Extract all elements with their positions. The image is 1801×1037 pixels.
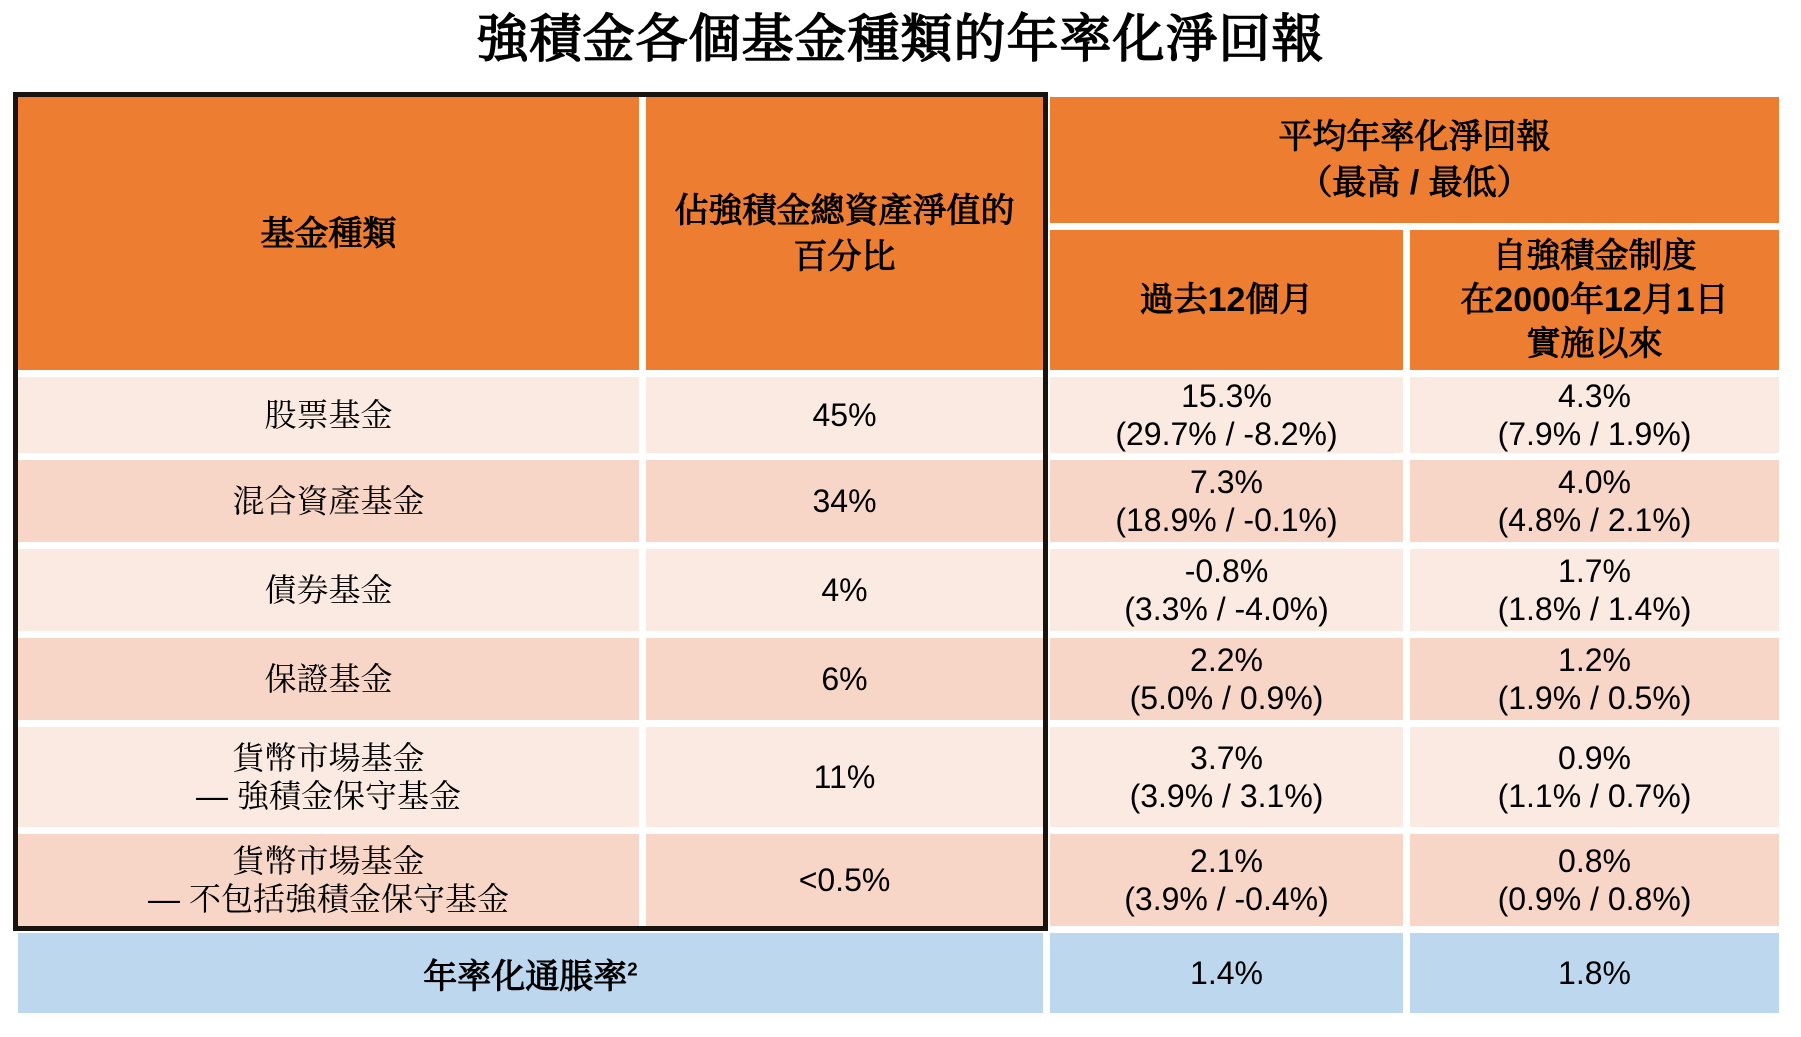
page-title: 強積金各個基金種類的年率化淨回報 [476,11,1325,69]
return-since: 0.9% [1558,740,1631,776]
header-avg-return [1050,97,1779,223]
footer-inflation-label [423,949,637,998]
table-row-cell-12m [1050,834,1403,926]
header-since-line3: 實施以來 [1526,325,1663,363]
return-12m: 15.3% [1181,378,1272,414]
fund-name: 債券基金 [264,572,393,608]
table-row-cell-since [1410,377,1779,453]
table-row-cell-since [1410,638,1779,720]
header-since-inception [1410,230,1779,370]
footer-inflation-12m-cell [1050,933,1403,1013]
return-12m-range: (3.3% / -4.0%) [1124,591,1329,627]
pct-value: <0.5% [798,862,891,898]
return-12m: 7.3% [1190,464,1263,500]
footnote-marker: 2 [627,958,638,980]
pct-value: 6% [821,661,868,697]
return-since: 0.8% [1558,843,1631,879]
fund-name: 貨幣市場基金 [232,843,425,879]
return-since: 4.0% [1558,464,1631,500]
header-pct-nav [646,97,1043,370]
table-row-cell-12m [1050,460,1403,542]
return-12m: 3.7% [1190,740,1263,776]
return-12m-range: (3.9% / 3.1%) [1129,778,1324,814]
footer-inflation-since-cell [1410,933,1779,1013]
table-row-cell-since [1410,834,1779,926]
return-12m: 2.2% [1190,642,1263,678]
table-row-cell-pct [646,549,1043,631]
return-12m-range: (18.9% / -0.1%) [1115,502,1338,538]
table-row-cell-fund-name [18,377,639,453]
table-row-cell-fund-name [18,727,639,827]
table-row-cell-pct [646,638,1043,720]
pct-value: 34% [812,483,877,519]
fund-name: 股票基金 [264,397,393,433]
header-past-12m [1050,230,1403,370]
return-since-range: (0.9% / 0.8%) [1497,881,1692,917]
fund-name: 貨幣市場基金 [232,740,425,776]
table-row-cell-pct [646,834,1043,926]
header-since-line1: 自強積金制度 [1492,237,1697,275]
return-since-range: (1.1% / 0.7%) [1497,778,1692,814]
table-row-cell-pct [646,460,1043,542]
table-row-cell-since [1410,727,1779,827]
table-row-cell-12m [1050,727,1403,827]
header-avg-return-line1: 平均年率化淨回報 [1278,118,1551,156]
return-since: 1.7% [1558,553,1631,589]
fund-name-line2: — 強積金保守基金 [196,778,461,814]
header-since-line2: 在2000年12月1日 [1460,281,1729,319]
return-since-range: (1.8% / 1.4%) [1497,591,1692,627]
header-pct-nav-line1: 佔強積金總資產淨值的 [674,191,1015,230]
footer-inflation-since: 1.8% [1558,954,1631,991]
footer-inflation-12m: 1.4% [1190,954,1263,991]
return-12m-range: (5.0% / 0.9%) [1129,680,1324,716]
table-row-cell-12m [1050,377,1403,453]
return-12m-range: (29.7% / -8.2%) [1115,416,1338,452]
table-row-cell-fund-name [18,638,639,720]
returns-table [18,97,1779,1013]
fund-name: 保證基金 [264,661,393,697]
footer-inflation-text: 年率化通脹率 [423,957,628,996]
header-fund-type-label: 基金種類 [260,214,397,253]
return-since-range: (7.9% / 1.9%) [1497,416,1692,452]
header-past-12m-label: 過去12個月 [1139,281,1314,319]
table-row-cell-fund-name [18,834,639,926]
header-fund-type [18,97,639,370]
table-row-cell-fund-name [18,460,639,542]
pct-value: 45% [812,397,877,433]
return-since-range: (1.9% / 0.5%) [1497,680,1692,716]
pct-value: 11% [813,759,876,795]
pct-value: 4% [821,572,868,608]
header-avg-return-line2: （最高 / 最低） [1298,164,1531,202]
return-12m-range: (3.9% / -0.4%) [1124,881,1329,917]
return-since: 4.3% [1558,378,1631,414]
table-row-cell-fund-name [18,549,639,631]
fund-name: 混合資產基金 [232,483,425,519]
return-since: 1.2% [1558,642,1631,678]
table-row-cell-since [1410,549,1779,631]
fund-name-line2: — 不包括強積金保守基金 [148,881,509,917]
header-pct-nav-line2: 百分比 [793,237,896,276]
table-row-cell-pct [646,727,1043,827]
return-since-range: (4.8% / 2.1%) [1497,502,1692,538]
return-12m: 2.1% [1190,843,1263,879]
footer-inflation-label-cell [18,933,1043,1013]
table-row-cell-since [1410,460,1779,542]
return-12m: -0.8% [1184,553,1269,589]
table-row-cell-12m [1050,638,1403,720]
table-row-cell-12m [1050,549,1403,631]
table-row-cell-pct [646,377,1043,453]
